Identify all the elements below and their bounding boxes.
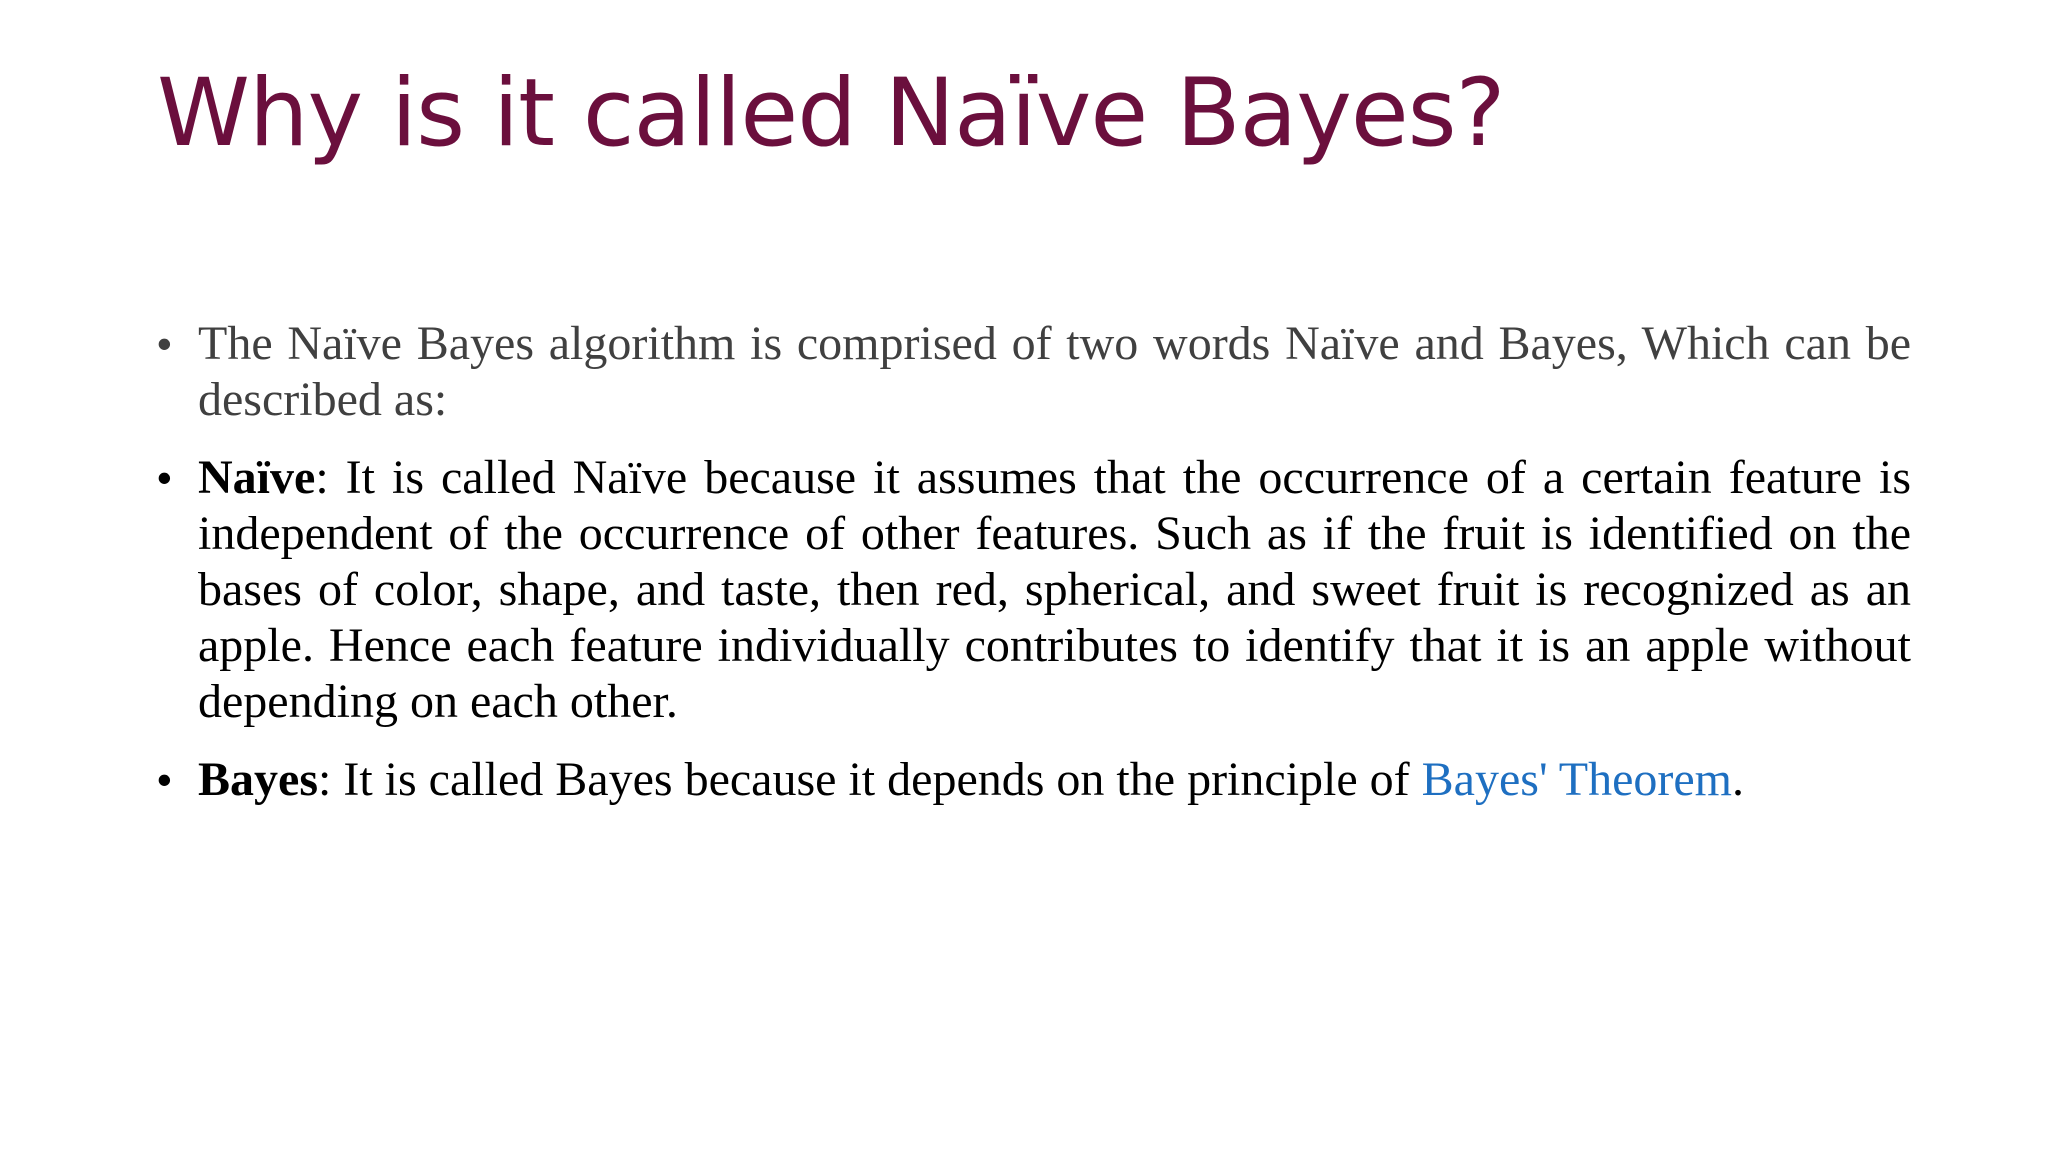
naive-term: Naïve bbox=[198, 451, 316, 504]
bayes-explanation: : It is called Bayes because it depends on the principle of bbox=[318, 753, 1422, 806]
bullet-point-icon: • bbox=[157, 454, 172, 501]
bullet-item-intro bbox=[157, 316, 1911, 428]
bayes-term: Bayes bbox=[198, 753, 318, 806]
bullet-point-icon: • bbox=[157, 756, 172, 803]
bayes-description bbox=[198, 752, 1911, 808]
naive-explanation: : It is called Naïve because it assumes that the occurrence of a certain feature is independent of the occurrence of other features. Such as if the fruit is identified on the bases of color, shape, and taste, then red, spherical, and sweet fruit is recognized as an apple. Hence each feature individually contributes to identify that it is an apple without depending on each other. bbox=[198, 451, 1911, 728]
bullet-list bbox=[157, 316, 1911, 808]
bayes-theorem-link[interactable]: Bayes' Theorem bbox=[1421, 753, 1732, 806]
naive-description bbox=[198, 450, 1911, 730]
slide-title: Why is it called Naïve Bayes? bbox=[157, 59, 1505, 168]
bayes-tail: . bbox=[1732, 753, 1744, 806]
intro-text: The Naïve Bayes algorithm is comprised of two words Naïve and Bayes, Which can be described as: bbox=[198, 317, 1911, 426]
bullet-point-icon: • bbox=[157, 320, 172, 367]
bullet-item-naive bbox=[157, 450, 1911, 730]
bullet-item-bayes bbox=[157, 752, 1911, 808]
